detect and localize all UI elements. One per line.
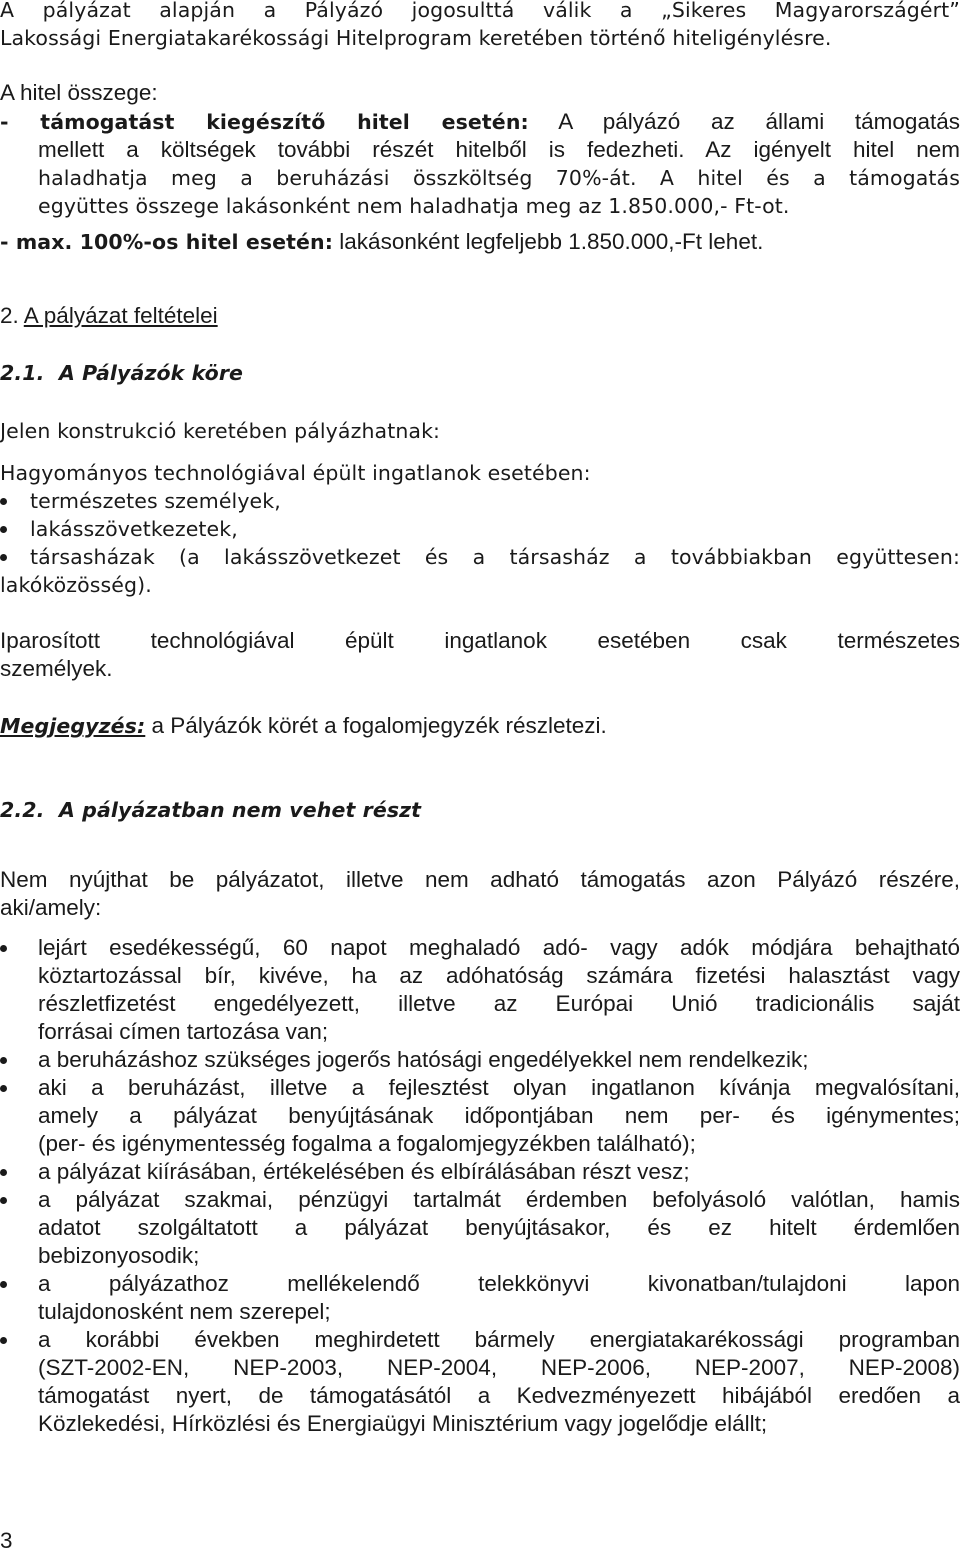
loan-item-text: A pályázó az állami támogatás — [528, 109, 960, 134]
list-item-text: bebizonyosodik; — [38, 1243, 200, 1268]
bullet-icon — [0, 526, 7, 533]
list-item-text: részletfizetést engedélyezett, illetve az Európai Unió tradicionális saját — [38, 991, 960, 1016]
bullet-icon — [0, 498, 7, 505]
list-item-text: tulajdonosként nem szerepel; — [38, 1299, 331, 1324]
loan-item-label: - max. 100%-os hitel esetén: — [0, 230, 334, 254]
section-title: A pályázat feltételei — [23, 303, 218, 328]
list-item-text: a korábbi években meghirdetett bármely energiatakarékossági programban — [38, 1327, 960, 1352]
list-item-text: (SZT-2002-EN, NEP-2003, NEP-2004, NEP-2006, NEP-2007, NEP-2008) — [38, 1355, 960, 1380]
list-item-text: a beruházáshoz szükséges jogerős hatósági engedélyekkel nem rendelkezik; — [38, 1047, 809, 1072]
loan-item-line: együttes összege lakásonként nem haladhatja meg az 1.850.000,- Ft-ot. — [38, 194, 790, 218]
list-item-text: természetes személyek, — [30, 489, 281, 513]
paragraph-line: Iparosított technológiával épült ingatlanok esetében csak természetes — [0, 628, 960, 653]
list-item-text: lakásszövetkezetek, — [30, 517, 238, 541]
list-item-text: amely a pályázat benyújtásának időpontjában nem per- és igénymentes; — [38, 1103, 960, 1128]
list-item — [0, 1158, 960, 1186]
industrial-paragraph — [0, 627, 960, 683]
list-item — [0, 1326, 960, 1438]
loan-item-supplementary — [0, 108, 960, 220]
exclusion-intro — [0, 866, 960, 922]
bullet-icon — [0, 1281, 7, 1288]
list-item-text: aki a beruházást, illetve a fejlesztést olyan ingatlanon kívánja megvalósítani, — [38, 1075, 960, 1100]
list-item-text: a pályázat szakmai, pénzügyi tartalmát érdemben befolyásoló valótlan, hamis — [38, 1187, 960, 1212]
applicant-list — [0, 487, 960, 599]
page-number: 3 — [0, 1528, 13, 1553]
bullet-icon — [0, 945, 7, 952]
list-item-text: a pályázat kiírásában, értékelésében és elbírálásában részt vesz; — [38, 1159, 690, 1184]
intro-paragraph — [0, 0, 960, 52]
section-number: 2. — [0, 303, 19, 328]
note-text: a Pályázók körét a fogalomjegyzék részletezi. — [145, 713, 607, 738]
bullet-icon — [0, 554, 7, 561]
traditional-heading: Hagyományos technológiával épült ingatlanok esetében: — [0, 461, 591, 485]
bullet-icon — [0, 1337, 7, 1344]
loan-item-line — [0, 108, 960, 136]
list-item-text: támogatást nyert, de támogatásától a Kedvezményezett hibájából eredően a — [38, 1383, 960, 1408]
bullet-icon — [0, 1197, 7, 1204]
intro-line: A pályázat alapján a Pályázó jogosulttá válik a „Sikeres Magyarországért” — [0, 0, 960, 22]
intro-line: Lakossági Energiatakarékossági Hitelprogram keretében történő hiteligénylésre. — [0, 26, 832, 50]
list-item — [0, 1270, 960, 1326]
list-item — [0, 934, 960, 1046]
subsection-title: 2.2. A pályázatban nem vehet részt — [0, 798, 422, 822]
list-item-text: a pályázathoz mellékelendő telekkönyvi kivonatban/tulajdoni lapon — [38, 1271, 960, 1296]
loan-item-line: haladhatja meg a beruházási összköltség 70%-át. A hitel és a támogatás — [38, 166, 960, 190]
subsection-title: 2.1. A Pályázók köre — [0, 361, 244, 385]
bullet-icon — [0, 1057, 7, 1064]
list-item-text: lejárt esedékességű, 60 napot meghaladó adó- vagy adók módjára behajtható — [38, 935, 960, 960]
note — [0, 712, 960, 740]
list-item — [0, 543, 960, 599]
paragraph-line: személyek. — [0, 656, 113, 681]
bullet-icon — [0, 1085, 7, 1092]
list-item — [0, 515, 960, 543]
list-item-text: (per- és igénymentesség fogalma a fogalomjegyzékben található); — [38, 1131, 696, 1156]
paragraph-line: aki/amely: — [0, 895, 102, 920]
list-item — [0, 1186, 960, 1270]
list-item-text: adatot szolgáltatott a pályázat benyújtásakor, és ez hitelt érdemlően — [38, 1215, 960, 1240]
list-item — [0, 487, 960, 515]
section-heading — [0, 302, 960, 330]
list-item-text: lakóközösség). — [0, 573, 152, 597]
list-item-text: forrásai címen tartozása van; — [38, 1019, 329, 1044]
loan-item-full — [0, 228, 960, 256]
subsection-intro: Jelen konstrukció keretében pályázhatnak: — [0, 419, 441, 443]
list-item-text: köztartozással bír, kivéve, ha az adóhatóság számára fizetési halasztást vagy — [38, 963, 960, 988]
list-item-text: Közlekedési, Hírközlési és Energiaügyi Minisztérium vagy jogelődje elállt; — [38, 1411, 768, 1436]
loan-item-text: lakásonként legfeljebb 1.850.000,-Ft lehet. — [333, 229, 764, 254]
list-item-text: társasházak (a lakásszövetkezet és a társasház a továbbiakban együttesen: — [30, 545, 960, 569]
loan-heading: A hitel összege: — [0, 80, 158, 105]
note-label: Megjegyzés: — [0, 714, 146, 738]
list-item — [0, 1046, 960, 1074]
bullet-icon — [0, 1169, 7, 1176]
paragraph-line: Nem nyújthat be pályázatot, illetve nem adható támogatás azon Pályázó részére, — [0, 867, 960, 892]
list-item — [0, 1074, 960, 1158]
exclusion-list — [0, 934, 960, 1438]
loan-item-line: mellett a költségek további részét hitelből is fedezheti. Az igényelt hitel nem — [38, 137, 960, 162]
loan-item-label: - támogatást kiegészítő hitel esetén: — [0, 110, 529, 134]
